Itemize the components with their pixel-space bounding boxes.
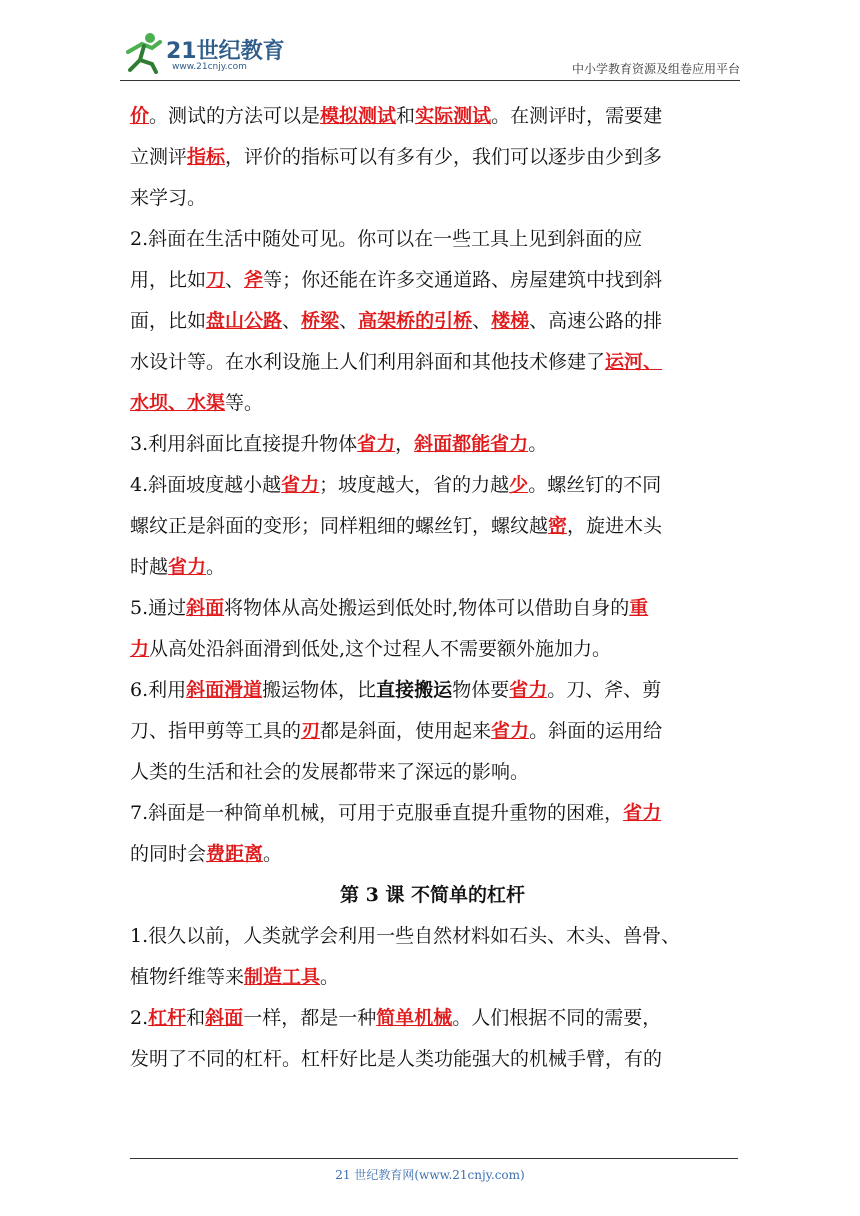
text-run: 2.斜面在生活中随处可见。你可以在一些工具上见到斜面的应	[130, 228, 643, 250]
section-title: 第 3 课 不简单的杠杆	[339, 884, 526, 906]
answer-keyword: 桥梁	[301, 310, 340, 332]
answer-keyword: 实际测试	[415, 105, 492, 127]
answer-keyword: 模拟测试	[320, 105, 397, 127]
answer-keyword: 省力	[357, 433, 396, 455]
text-line	[130, 424, 735, 465]
text-run: 用，比如	[130, 269, 207, 291]
answer-keyword: 省力	[491, 720, 530, 742]
text-run: 。斜面的运用给	[529, 720, 663, 742]
text-run: 。刀、斧、剪	[547, 679, 662, 701]
text-line	[130, 383, 735, 424]
text-line	[130, 96, 735, 137]
text-run: 5.通过	[130, 597, 187, 619]
answer-keyword: 少	[509, 474, 529, 496]
text-run: 刀、指甲剪等工具的	[130, 720, 302, 742]
answer-keyword: 斜面	[205, 1007, 244, 1029]
text-run: 等；你还能在许多交通道路、房屋建筑中找到斜	[263, 269, 663, 291]
answer-keyword: 省力	[168, 556, 207, 578]
text-line	[130, 588, 735, 629]
answer-keyword: 运河、	[605, 351, 663, 373]
answer-keyword: 斧	[244, 269, 264, 291]
text-run: 。	[263, 843, 283, 865]
text-line	[130, 1039, 735, 1080]
answer-keyword: 斜面都能省力	[414, 433, 529, 455]
bold-text: 直接搬运	[376, 679, 453, 701]
answer-keyword: 水坝、水渠	[130, 392, 226, 414]
text-line	[130, 711, 735, 752]
footer-divider	[130, 1158, 738, 1159]
text-run: 时越	[130, 556, 169, 578]
text-run: 一样，都是一种	[243, 1007, 377, 1029]
text-run: 2.	[130, 1007, 149, 1029]
answer-keyword: 简单机械	[376, 1007, 453, 1029]
text-run: 发明了不同的杠杆。杠杆好比是人类功能强大的机械手臂，有的	[130, 1048, 663, 1070]
site-logo[interactable]	[120, 28, 290, 78]
text-run: 、	[282, 310, 302, 332]
answer-keyword: 杠杆	[148, 1007, 187, 1029]
text-run: ，评价的指标可以有多有少，我们可以逐步由少到多	[225, 146, 663, 168]
text-run: 等。	[225, 392, 264, 414]
text-line	[130, 342, 735, 383]
answer-keyword: 省力	[281, 474, 320, 496]
text-run: 水设计等。在水利设施上人们利用斜面和其他技术修建了	[130, 351, 606, 373]
text-run: 和	[396, 105, 416, 127]
text-run: 。人们根据不同的需要，	[452, 1007, 662, 1029]
header-divider	[120, 80, 740, 81]
text-line	[130, 465, 735, 506]
text-line	[130, 301, 735, 342]
page-header	[120, 28, 740, 84]
footer-text[interactable]: 21 世纪教育网(www.21cnjy.com)	[335, 1168, 525, 1182]
text-run: 搬运物体，比	[262, 679, 377, 701]
text-line	[130, 260, 735, 301]
answer-keyword: 重	[629, 597, 649, 619]
text-run: ，	[395, 433, 415, 455]
text-run: 。测试的方法可以是	[149, 105, 321, 127]
text-line	[130, 137, 735, 178]
header-tagline: 中小学教育资源及组卷应用平台	[571, 62, 740, 76]
text-run: 来学习。	[130, 187, 207, 209]
document-body	[130, 96, 735, 1080]
text-run: 。在测评时，需要建	[491, 105, 663, 127]
text-run: 立测评	[130, 146, 188, 168]
text-run: 。螺丝钉的不同	[528, 474, 662, 496]
text-run: 7.斜面是一种简单机械，可用于克服垂直提升重物的困难，	[130, 802, 624, 824]
text-line	[130, 875, 735, 916]
answer-keyword: 指标	[187, 146, 226, 168]
text-line	[130, 178, 735, 219]
answer-keyword: 斜面	[186, 597, 225, 619]
text-run: 都是斜面，使用起来	[320, 720, 492, 742]
text-run: 、	[225, 269, 245, 291]
text-run: 、	[339, 310, 359, 332]
text-run: 和	[186, 1007, 206, 1029]
answer-keyword: 力	[130, 638, 150, 660]
text-line	[130, 670, 735, 711]
text-run: 。	[528, 433, 548, 455]
answer-keyword: 省力	[623, 802, 662, 824]
text-line	[130, 834, 735, 875]
text-run: 从高处沿斜面滑到低处,这个过程人不需要额外施加力。	[149, 638, 612, 660]
answer-keyword: 楼梯	[491, 310, 530, 332]
answer-keyword: 刃	[301, 720, 321, 742]
text-run: 4.斜面坡度越小越	[130, 474, 282, 496]
text-run: ；坡度越大，省的力越	[319, 474, 510, 496]
text-run: 的同时会	[130, 843, 207, 865]
answer-keyword: 制造工具	[244, 966, 321, 988]
text-run: 植物纤维等来	[130, 966, 245, 988]
text-run: ，旋进木头	[567, 515, 663, 537]
text-run: 面，比如	[130, 310, 207, 332]
answer-keyword: 高架桥的引桥	[358, 310, 473, 332]
answer-keyword: 密	[548, 515, 568, 537]
text-line	[130, 916, 735, 957]
text-line	[130, 506, 735, 547]
text-line	[130, 957, 735, 998]
logo-text: 21世纪教育	[166, 39, 285, 64]
text-line	[130, 547, 735, 588]
text-run: 物体要	[452, 679, 510, 701]
text-run: 3.利用斜面比直接提升物体	[130, 433, 358, 455]
text-run: 、	[472, 310, 492, 332]
text-run: 1.很久以前，人类就学会利用一些自然材料如石头、木头、兽骨、	[130, 925, 681, 947]
answer-keyword: 价	[130, 105, 150, 127]
text-line	[130, 752, 735, 793]
answer-keyword: 费距离	[206, 843, 264, 865]
text-run: 将物体从高处搬运到低处时,物体可以借助自身的	[224, 597, 630, 619]
text-line	[130, 219, 735, 260]
text-line	[130, 998, 735, 1039]
text-run: 、高速公路的排	[529, 310, 663, 332]
logo-url: www.21cnjy.com	[172, 62, 247, 72]
text-run: 螺纹正是斜面的变形；同样粗细的螺丝钉，螺纹越	[130, 515, 549, 537]
text-run: 人类的生活和社会的发展都带来了深远的影响。	[130, 761, 530, 783]
text-run: 。	[320, 966, 340, 988]
answer-keyword: 斜面滑道	[186, 679, 263, 701]
text-line	[130, 629, 735, 670]
text-run: 6.利用	[130, 679, 187, 701]
answer-keyword: 刀	[206, 269, 226, 291]
text-run: 。	[206, 556, 226, 578]
text-line	[130, 793, 735, 834]
running-figure-icon	[120, 30, 166, 74]
answer-keyword: 盘山公路	[206, 310, 283, 332]
answer-keyword: 省力	[509, 679, 548, 701]
